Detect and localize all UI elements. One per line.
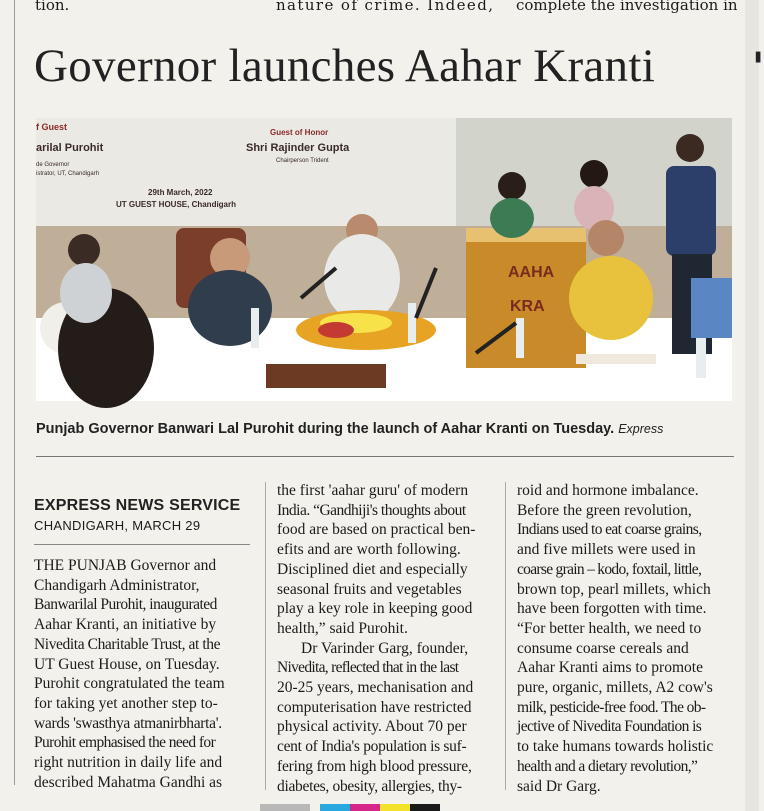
banner-label-guest: f Guest	[36, 122, 68, 132]
text-line: Dr Varinder Garg, founder,	[301, 639, 469, 657]
banner-venue: UT GUEST HOUSE, Chandigarh	[116, 200, 237, 209]
text-line: Purohit emphasised the need for	[34, 734, 216, 752]
text-line: play a key role in keeping good	[277, 600, 473, 618]
text-line: Disciplined diet and especially	[277, 560, 468, 578]
banner-label-honor: Guest of Honor	[270, 128, 329, 137]
text-line: for taking yet another step to-	[34, 694, 218, 712]
adjacent-page-letter: '	[752, 44, 764, 91]
byline	[34, 497, 254, 533]
text-line: computerisation have restricted	[277, 698, 472, 716]
text-line: roid and hormone imbalance.	[517, 482, 699, 499]
banner-name-left: arilal Purohit	[36, 142, 104, 154]
article-column-1	[34, 556, 256, 792]
text-line: health and a dietary revolution,”	[517, 757, 698, 775]
text-line: right nutrition in daily life and	[34, 754, 223, 772]
text-line: said Dr Garg.	[517, 777, 601, 795]
text-line: Banwarilal Purohit, inaugurated	[34, 596, 217, 614]
text-line: Indians used to eat coarse grains,	[517, 521, 702, 539]
text-line: efits and are worth following.	[277, 541, 461, 559]
text-line: diabetes, obesity, allergies, thy-	[277, 777, 462, 795]
text-line: wards 'swasthya atmanirbharta'.	[34, 714, 222, 732]
text-line: Aahar Kranti, an initiative by	[34, 616, 217, 634]
text-line: “For better health, we need to	[517, 619, 702, 637]
banner-role-left-2: istrator, UT, Chandigarh	[36, 171, 100, 177]
text-line: consume coarse cereals and	[517, 639, 689, 657]
news-photo	[36, 118, 732, 401]
podium-text-line-2: KRA	[510, 298, 545, 315]
text-line: Aahar Kranti aims to promote	[517, 659, 703, 677]
text-line: THE PUNJAB Governor and	[34, 557, 217, 574]
caption-text: Punjab Governor Banwari Lal Purohit during the launch of Aahar Kranti on Tuesday.	[36, 421, 615, 437]
article-headline: Governor launches Aahar Kranti	[34, 40, 656, 92]
photo-illustration	[36, 118, 732, 401]
text-line: food are based on practical ben-	[277, 521, 476, 539]
text-line: seasonal fruits and vegetables	[277, 580, 462, 598]
text-line: have been forgotten with time.	[517, 600, 707, 618]
print-registration-bar-1	[260, 804, 310, 811]
text-line: physical activity. About 70 per	[277, 718, 467, 736]
text-line: the first 'aahar guru' of modern	[277, 482, 469, 499]
article-column-2	[277, 481, 495, 796]
text-line: described Mahatma Gandhi as	[34, 773, 223, 791]
text-line: to take humans towards holistic	[517, 738, 714, 756]
text-line: health,” said Purohit.	[277, 619, 408, 637]
text-line: jective of Nivedita Foundation is	[517, 718, 702, 736]
byline-service: EXPRESS NEWS SERVICE	[34, 497, 241, 514]
text-line: fering from high blood pressure,	[277, 757, 472, 775]
text-line: Nivedita, reflected that in the last	[277, 659, 459, 677]
text-line: pure, organic, millets, A2 cow's	[517, 679, 713, 697]
adjacent-page-edge	[745, 0, 759, 811]
article-column-3	[517, 481, 737, 796]
text-line: and five millets were used in	[517, 541, 696, 559]
byline-divider	[34, 544, 250, 545]
page-fold-line	[14, 0, 15, 785]
text-line: cent of India's population is suf-	[277, 738, 467, 756]
caption-credit: Express	[618, 422, 664, 436]
caption-divider	[36, 456, 734, 457]
previous-article-fragment-1: tion.	[35, 0, 70, 14]
text-line: Nivedita Charitable Trust, at the	[34, 635, 221, 653]
text-line: coarse grain – kodo, foxtail, little,	[517, 560, 702, 578]
text-line: Chandigarh Administrator,	[34, 576, 200, 594]
previous-article-fragment-2: nature of crime. Indeed,	[276, 0, 495, 14]
banner-name-mid: Shri Rajinder Gupta	[246, 142, 350, 154]
text-line: India. “Gandhiji's thoughts about	[277, 501, 466, 519]
print-registration-bar-5	[410, 804, 440, 811]
banner-date: 29th March, 2022	[148, 188, 213, 197]
print-registration-bar-2	[320, 804, 350, 811]
print-registration-bar-4	[380, 804, 410, 811]
text-line: brown top, pearl millets, which	[517, 580, 711, 598]
previous-article-fragment-3: complete the investigation in	[516, 0, 738, 14]
banner-role-mid: Chairperson Trident	[276, 158, 329, 164]
photo-caption	[36, 421, 736, 437]
column-divider-2	[505, 482, 506, 790]
column-divider-1	[265, 482, 266, 790]
text-line: Before the green revolution,	[517, 501, 692, 519]
podium-text-line-1: AAHA	[508, 264, 555, 281]
text-line: milk, pesticide-free food. The ob-	[517, 698, 706, 716]
text-line: UT Guest House, on Tuesday.	[34, 655, 220, 673]
byline-dateline: CHANDIGARH, MARCH 29	[34, 518, 201, 533]
banner-role-left-1: de Governor	[36, 162, 70, 168]
text-line: 20-25 years, mechanisation and	[277, 679, 474, 697]
print-registration-bar-3	[350, 804, 380, 811]
text-line: Purohit congratulated the team	[34, 675, 225, 693]
